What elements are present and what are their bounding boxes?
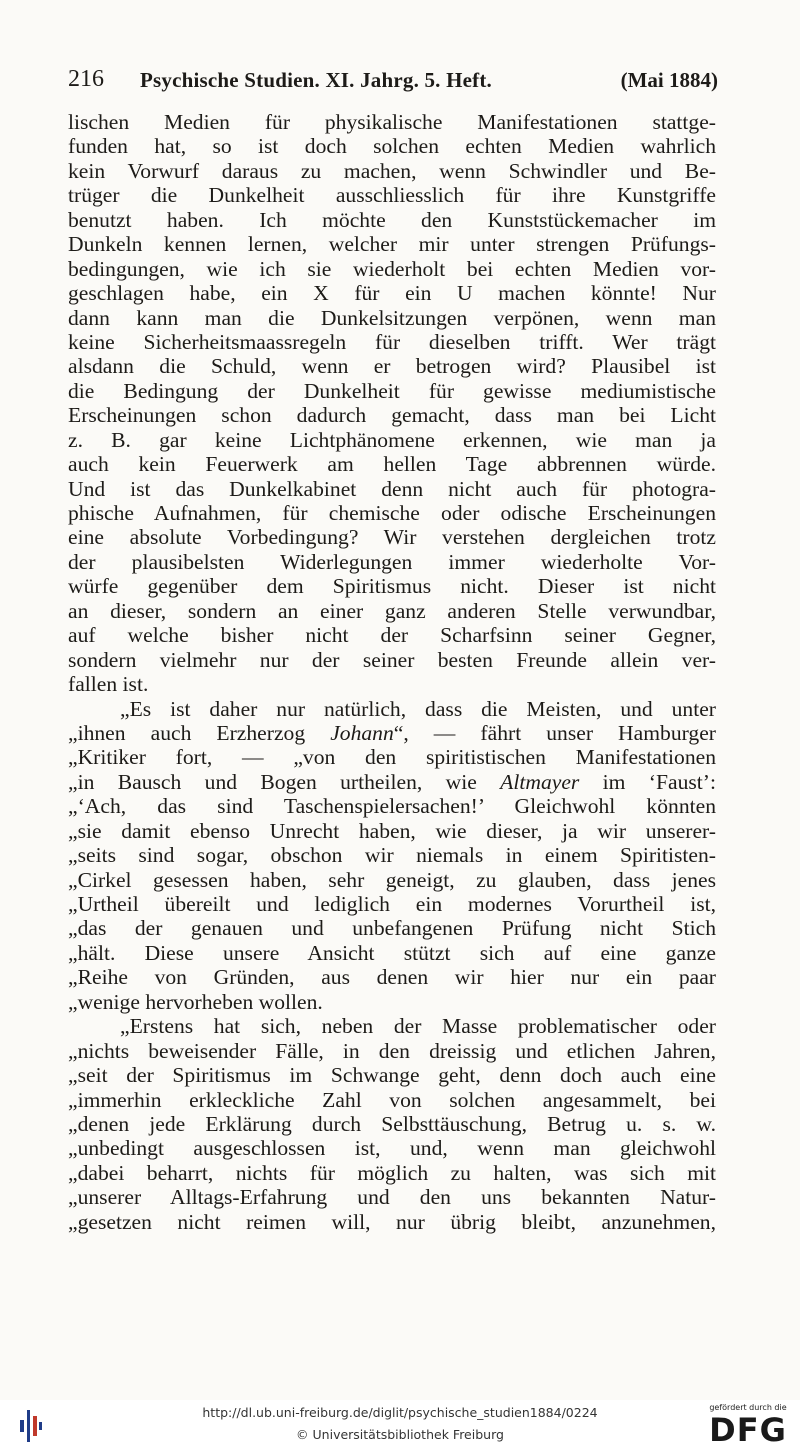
- text-line: „unserer Alltags-Erfahrung und den uns bekannten Natur-: [68, 1185, 716, 1210]
- text-line: Erscheinungen schon dadurch gemacht, dass man bei Licht: [68, 403, 716, 428]
- text-line: „Cirkel gesessen haben, sehr geneigt, zu glauben, dass jenes: [68, 867, 716, 892]
- body-text: [68, 110, 716, 1234]
- running-title: Psychische Studien. XI. Jahrg. 5. Heft.: [140, 68, 492, 92]
- text-line: „sie damit ebenso Unrecht haben, wie dieser, ja wir unserer-: [68, 818, 716, 843]
- text-line: sondern vielmehr nur der seiner besten Freunde allein ver-: [68, 647, 716, 672]
- text-line: „nichts beweisender Fälle, in den dreissig und etlichen Jahren,: [68, 1038, 716, 1063]
- text-line: kein Vorwurf daraus zu machen, wenn Schwindler und Be-: [68, 158, 716, 183]
- text-line: „das der genauen und unbefangenen Prüfung nicht Stich: [68, 916, 716, 941]
- text-line: „Es ist daher nur natürlich, dass die Meisten, und unter: [120, 696, 716, 721]
- text-line: benutzt haben. Ich möchte den Kunststückemacher im: [68, 207, 716, 232]
- text-segment: im ‘Faust’:: [579, 769, 716, 794]
- italic-name: Altmayer: [500, 769, 580, 794]
- text-line: der plausibelsten Widerlegungen immer wiederholte Vor-: [68, 549, 716, 574]
- text-line: „dabei beharrt, nichts für möglich zu halten, was sich mit: [68, 1160, 716, 1185]
- text-line: z. B. gar keine Lichtphänomene erkennen, wie man ja: [68, 427, 716, 452]
- text-line: Und ist das Dunkelkabinet denn nicht auch für photogra-: [68, 476, 716, 501]
- text-line: an dieser, sondern an einer ganz anderen Stelle verwundbar,: [68, 598, 716, 623]
- text-line: „wenige hervorheben wollen.: [68, 989, 323, 1014]
- text-line: „Reihe von Gründen, aus denen wir hier nur ein paar: [68, 965, 716, 990]
- text-line: trüger die Dunkelheit ausschliesslich für ihre Kunstgriffe: [68, 183, 716, 208]
- text-line: „‘Ach, das sind Taschenspielersachen!’ Gleichwohl könnten: [68, 794, 716, 819]
- text-line: bedingungen, wie ich sie wiederholt bei echten Medien vor-: [68, 256, 716, 281]
- italic-name: Johann: [330, 720, 394, 745]
- text-line: [68, 721, 716, 745]
- text-line: geschlagen habe, ein X für ein U machen könnte! Nur: [68, 281, 716, 306]
- text-line: auf welche bisher nicht der Scharfsinn seiner Gegner,: [68, 623, 716, 648]
- text-line: „seits sind sogar, obschon wir niemals in einem Spiritisten-: [68, 843, 716, 868]
- text-line: „Kritiker fort, — „von den spiritistischen Manifestationen: [68, 745, 716, 770]
- page-url-link[interactable]: http://dl.ub.uni-freiburg.de/diglit/psychische_studien1884/0224: [202, 1405, 598, 1420]
- text-line: alsdann die Schuld, wenn er betrogen wird? Plausibel ist: [68, 354, 716, 379]
- text-line: fallen ist.: [68, 672, 149, 697]
- text-line: „unbedingt ausgeschlossen ist, und, wenn man gleichwohl: [68, 1136, 716, 1161]
- dfg-logo: [704, 1403, 792, 1449]
- dfg-wordmark: DFG: [709, 1411, 787, 1449]
- text-line: funden hat, so ist doch solchen echten Medien wahrlich: [68, 134, 716, 159]
- text-line: „immerhin erkleckliche Zahl von solchen angesammelt, bei: [68, 1087, 716, 1112]
- footer-bar: [0, 1400, 800, 1451]
- text-segment: „in Bausch und Bogen urtheilen, wie: [68, 769, 501, 794]
- running-header: [68, 66, 718, 96]
- text-line: lischen Medien für physikalische Manifestationen stattge-: [68, 110, 716, 134]
- dfg-tagline: gefördert durch die: [709, 1403, 787, 1412]
- text-line: phische Aufnahmen, für chemische oder odische Erscheinungen: [68, 501, 716, 525]
- text-line: Dunkeln kennen lernen, welcher mir unter strengen Prüfungs-: [68, 232, 716, 257]
- text-segment: “, — fährt unser Hamburger: [393, 720, 716, 745]
- text-line: auch kein Feuerwerk am hellen Tage abbrennen würde.: [68, 452, 716, 477]
- text-line: keine Sicherheitsmaassregeln für dieselben trifft. Wer trägt: [68, 329, 716, 354]
- text-line: „seit der Spiritismus im Schwange geht, denn doch auch eine: [68, 1063, 716, 1088]
- text-line: würfe gegenüber dem Spiritismus nicht. Dieser ist nicht: [68, 574, 716, 599]
- issue-date: (Mai 1884): [620, 68, 718, 92]
- page-number: 216: [68, 66, 104, 92]
- text-line: „Urtheil übereilt und lediglich ein modernes Vorurtheil ist,: [68, 892, 716, 916]
- text-line: „denen jede Erklärung durch Selbsttäuschung, Betrug u. s. w.: [68, 1111, 716, 1136]
- text-line: dann kann man die Dunkelsitzungen verpönen, wenn man: [68, 305, 716, 330]
- text-line: die Bedingung der Dunkelheit für gewisse mediumistische: [68, 378, 716, 403]
- text-line: „hält. Diese unsere Ansicht stützt sich auf eine ganze: [68, 940, 716, 965]
- text-line: eine absolute Vorbedingung? Wir verstehen dergleichen trotz: [68, 525, 716, 550]
- text-line: „gesetzen nicht reimen will, nur übrig bleibt, anzunehmen,: [68, 1209, 716, 1234]
- text-line: „Erstens hat sich, neben der Masse problematischer oder: [120, 1014, 716, 1039]
- text-segment: „ihnen auch Erzherzog: [68, 720, 331, 745]
- text-line: [68, 770, 716, 794]
- copyright-notice: © Universitätsbibliothek Freiburg: [296, 1427, 504, 1442]
